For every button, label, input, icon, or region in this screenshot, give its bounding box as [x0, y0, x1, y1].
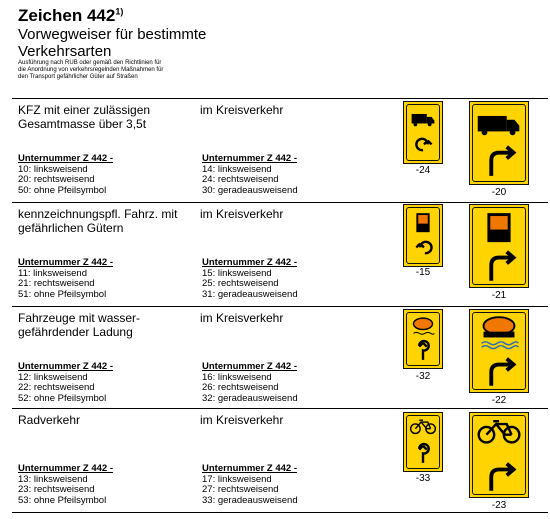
section-subtitle: im Kreisverkehr	[200, 103, 284, 117]
right-list	[202, 154, 298, 196]
left-list	[18, 154, 113, 196]
list-item: 10: linksweisend	[18, 163, 88, 175]
section-title: Fahrzeuge mit wasser-gefährdender Ladung	[18, 311, 141, 339]
hazmat-right-arrow-icon	[470, 205, 528, 287]
list-item: 50: ohne Pfeilsymbol	[18, 184, 107, 196]
list-item: 25: rechtsweisend	[202, 278, 279, 289]
list-item: 20: rechtsweisend	[18, 174, 95, 185]
truck-roundabout-icon	[404, 102, 442, 163]
sign-number: -24	[415, 165, 431, 176]
right-list	[202, 464, 298, 506]
list-item: 32: geradeausweisend	[202, 392, 298, 404]
list-item: 27: rechtsweisend	[202, 484, 279, 495]
section-title: kennzeichnungspfl. Fahrz. mit gefährlichen Gütern	[18, 207, 178, 235]
sign-number: -15	[415, 267, 431, 278]
bicycle-straight-icon	[404, 413, 442, 471]
list-item: 52: ohne Pfeilsymbol	[18, 392, 107, 404]
list-item: 30: geradeausweisend	[202, 184, 298, 196]
sign-large-hazmat	[469, 204, 529, 288]
section-title: Radverkehr	[18, 413, 81, 427]
sign-number: -20	[491, 187, 507, 198]
section-divider	[12, 306, 548, 307]
left-list	[18, 464, 113, 506]
list-item: 15: linksweisend	[202, 267, 272, 279]
right-list	[202, 362, 298, 404]
list-item: 21: rechtsweisend	[18, 278, 95, 289]
list-item: 51: ohne Pfeilsymbol	[18, 288, 107, 300]
section-subtitle: im Kreisverkehr	[200, 311, 284, 325]
list-item: 12: linksweisend	[18, 371, 88, 383]
sign-large-truck	[469, 101, 529, 185]
sign-large-bike	[469, 412, 529, 498]
list-item: 23: rechtsweisend	[18, 484, 95, 495]
right-list	[202, 258, 298, 300]
list-heading: Unternummer Z 442 -	[18, 153, 114, 164]
page-title: Zeichen 442$^{1)}$	[18, 6, 124, 25]
section-divider	[12, 512, 548, 513]
section-divider	[12, 202, 548, 203]
truck-right-arrow-icon	[470, 102, 528, 184]
bicycle-right-arrow-icon	[470, 413, 528, 497]
left-list	[18, 362, 113, 404]
list-item: 16: linksweisend	[202, 371, 272, 383]
list-item: 26: rechtsweisend	[202, 382, 279, 393]
list-heading: Unternummer Z 442 -	[202, 153, 298, 164]
list-item: 17: linksweisend	[202, 473, 272, 485]
sign-large-water	[469, 309, 529, 393]
list-item: 31: geradeausweisend	[202, 288, 298, 300]
sign-number: -32	[415, 371, 431, 382]
section-divider	[12, 98, 548, 99]
list-heading: Unternummer Z 442 -	[202, 361, 298, 372]
sign-number: -23	[491, 500, 507, 511]
list-heading: Unternummer Z 442 -	[18, 257, 114, 268]
title-footnote: 1)	[115, 6, 124, 17]
water-hazard-right-arrow-icon	[470, 310, 528, 392]
section-title: KFZ mit einer zulässigen Gesamtmasse über 3,5t	[18, 103, 151, 131]
list-item: 33: geradeausweisend	[202, 494, 298, 506]
section-subtitle: im Kreisverkehr	[200, 413, 284, 427]
sign-small-hazmat	[403, 204, 443, 267]
list-item: 13: linksweisend	[18, 473, 88, 485]
list-item: 22: rechtsweisend	[18, 382, 95, 393]
list-item: 53: ohne Pfeilsymbol	[18, 494, 107, 506]
section-subtitle: im Kreisverkehr	[200, 207, 284, 221]
page-note: Ausführung nach RUB oder gemäß den Richtlinien für die Anordnung von verkehrsregelnden Maßnahmen für den Transport gefährlicher Güter auf Straßen	[18, 60, 164, 80]
list-item: 24: rechtsweisend	[202, 174, 279, 185]
sign-small-truck	[403, 101, 443, 164]
list-item: 14: linksweisend	[202, 163, 272, 175]
list-heading: Unternummer Z 442 -	[18, 463, 114, 474]
list-heading: Unternummer Z 442 -	[202, 463, 298, 474]
sign-number: -33	[415, 473, 431, 484]
section-divider	[12, 408, 548, 409]
sign-small-water	[403, 309, 443, 369]
sign-number: -21	[491, 290, 507, 301]
list-heading: Unternummer Z 442 -	[18, 361, 114, 372]
list-item: 11: linksweisend	[18, 267, 88, 279]
sign-number: -22	[491, 395, 507, 406]
list-heading: Unternummer Z 442 -	[202, 257, 298, 268]
page-subtitle: Vorwegweiser für bestimmte Verkehrsarten	[18, 26, 207, 60]
left-list	[18, 258, 113, 300]
sign-small-bike	[403, 412, 443, 472]
water-hazard-straight-icon	[404, 310, 442, 368]
hazmat-left-roundabout-icon	[404, 205, 442, 266]
